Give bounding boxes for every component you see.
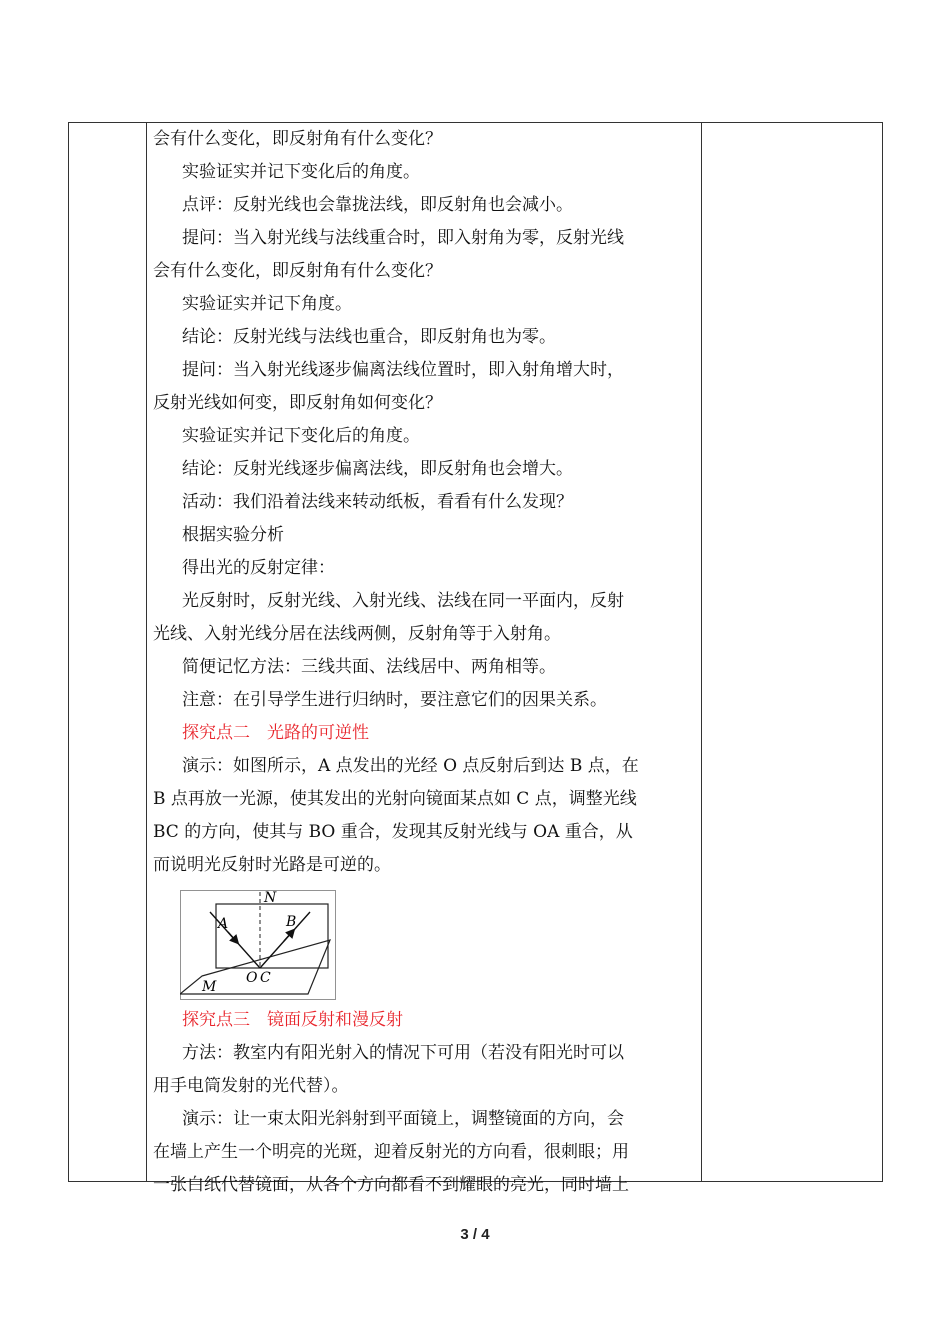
text-line: 光反射时，反射光线、入射光线、法线在同一平面内，反射 [182, 591, 624, 611]
text-line: 在墙上产生一个明亮的光斑，迎着反射光的方向看，很刺眼；用 [153, 1142, 629, 1162]
reflection-diagram [180, 890, 336, 1000]
column-divider-left [146, 123, 147, 1181]
text-line: 注意：在引导学生进行归纳时，要注意它们的因果关系。 [182, 690, 607, 710]
lesson-content [153, 123, 693, 1202]
text-line: 结论：反射光线逐步偏离法线，即反射角也会增大。 [182, 459, 573, 479]
text-line: 会有什么变化，即反射角有什么变化？ [153, 129, 442, 149]
text-line: 光线、入射光线分居在法线两侧，反射角等于入射角。 [153, 624, 561, 644]
text-line: 演示：让一束太阳光斜射到平面镜上，调整镜面的方向，会 [182, 1109, 624, 1129]
text-line: 一张白纸代替镜面，从各个方向都看不到耀眼的亮光，同时墙上 [153, 1175, 629, 1195]
text-line: B 点再放一光源，使其发出的光射向镜面某点如 C 点，调整光线 [153, 789, 637, 809]
text-line: 结论：反射光线与法线也重合，即反射角也为零。 [182, 327, 556, 347]
text-line: 得出光的反射定律： [182, 558, 335, 578]
text-line: 而说明光反射时光路是可逆的。 [153, 855, 391, 875]
text-line: 会有什么变化，即反射角有什么变化？ [153, 261, 442, 281]
text-line: 演示：如图所示，A 点发出的光经 O 点反射后到达 B 点，在 [182, 756, 639, 776]
text-line: BC 的方向，使其与 BO 重合，发现其反射光线与 OA 重合，从 [153, 822, 633, 842]
text-line: 提问：当入射光线逐步偏离法线位置时，即入射角增大时， [182, 360, 624, 380]
text-line: 反射光线如何变，即反射角如何变化？ [153, 393, 442, 413]
page-number: 3 / 4 [460, 1226, 490, 1243]
label-n: N [264, 890, 277, 906]
label-a: A [218, 916, 229, 932]
label-b: B [286, 914, 297, 930]
section-heading: 探究点二 光路的可逆性 [182, 723, 369, 743]
text-line: 用手电筒发射的光代替）。 [153, 1076, 349, 1096]
text-line: 实验证实并记下变化后的角度。 [182, 426, 420, 446]
label-o: O [246, 970, 258, 986]
text-line: 点评：反射光线也会靠拢法线，即反射角也会减小。 [182, 195, 573, 215]
text-line: 方法：教室内有阳光射入的情况下可用（若没有阳光时可以 [182, 1043, 624, 1063]
text-line: 根据实验分析 [182, 525, 284, 545]
text-line: 简便记忆方法：三线共面、法线居中、两角相等。 [182, 657, 556, 677]
label-m: M [202, 979, 217, 995]
text-line: 提问：当入射光线与法线重合时，即入射角为零，反射光线 [182, 228, 624, 248]
lesson-table [68, 122, 883, 1195]
label-c: C [260, 970, 271, 986]
reflection-diagram-svg [180, 890, 336, 1000]
text-line: 实验证实并记下角度。 [182, 294, 352, 314]
text-line: 实验证实并记下变化后的角度。 [182, 162, 420, 182]
text-block-1 [153, 123, 693, 882]
paper-board [216, 904, 328, 968]
text-line: 活动：我们沿着法线来转动纸板，看看有什么发现？ [182, 492, 573, 512]
section-heading: 探究点三 镜面反射和漫反射 [182, 1010, 403, 1030]
text-block-2 [153, 1004, 693, 1202]
column-divider-right [701, 123, 702, 1181]
